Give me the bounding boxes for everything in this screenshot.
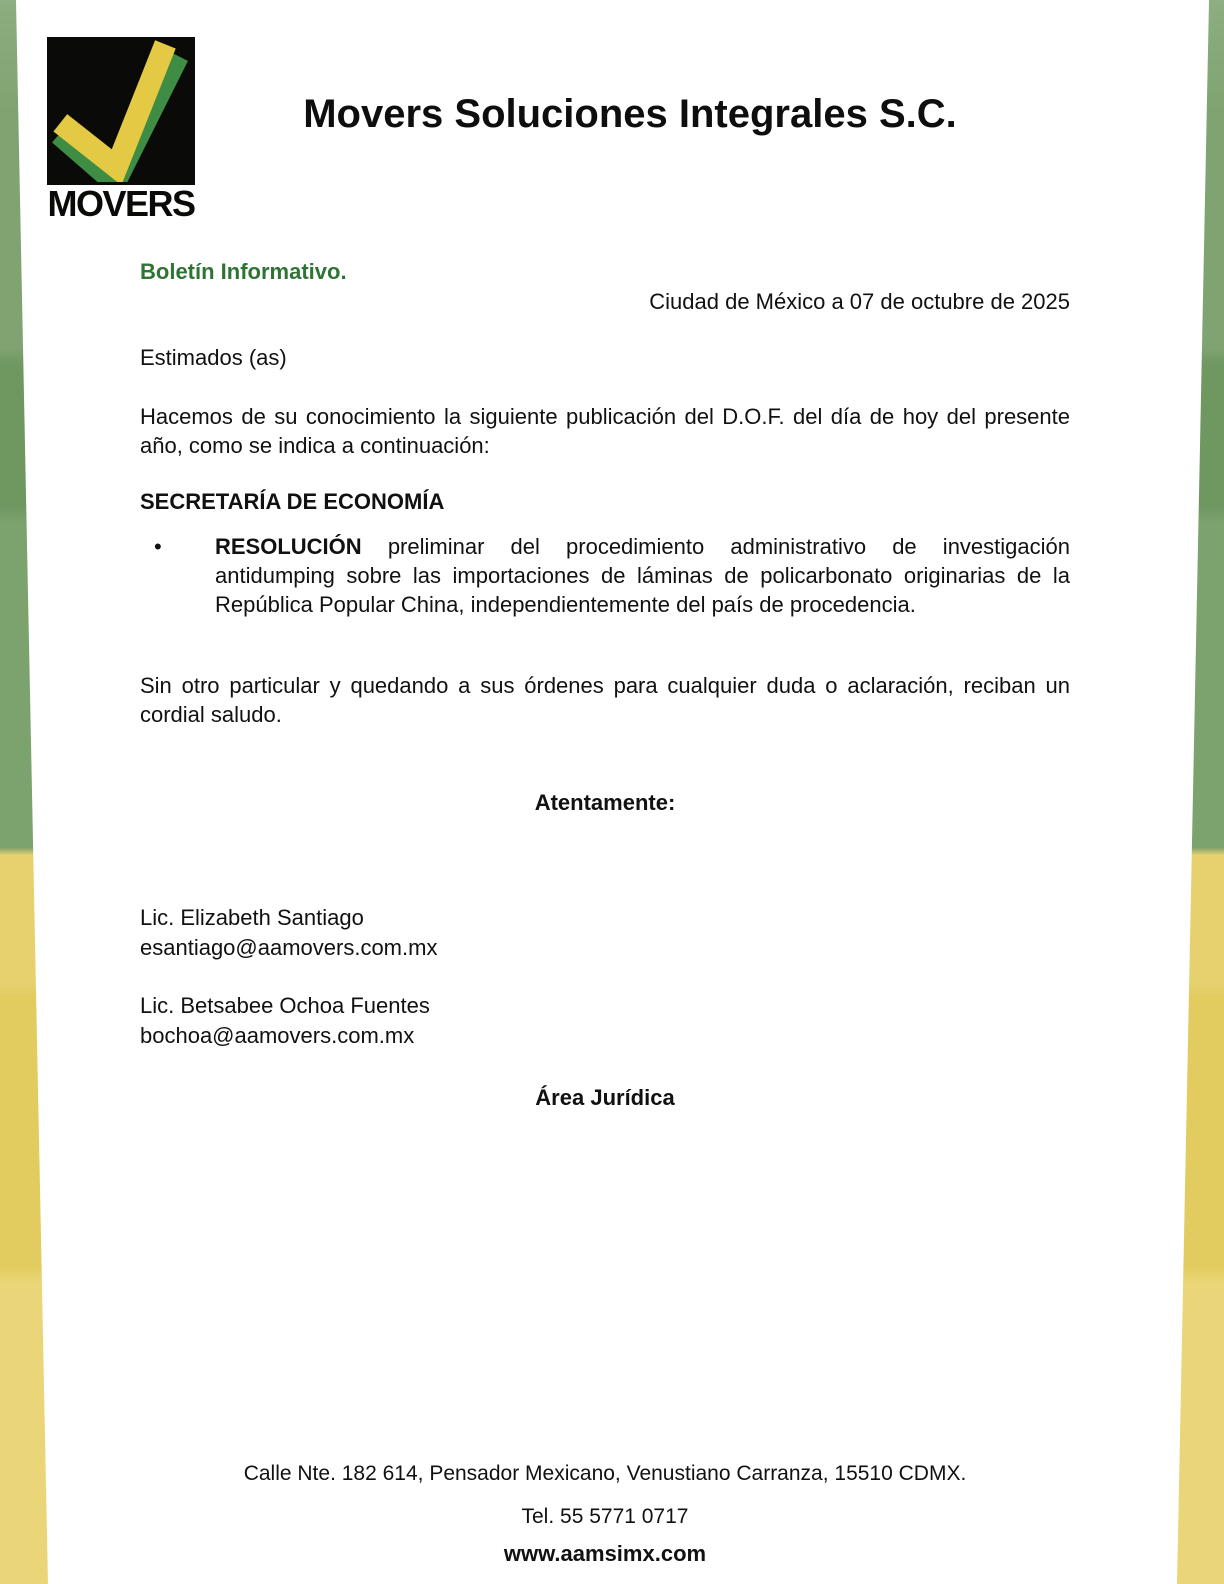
logo-checkmark-icon bbox=[47, 37, 195, 185]
bulletin-label: Boletín Informativo. bbox=[140, 259, 347, 284]
signatory-name: Lic. Elizabeth Santiago bbox=[140, 905, 364, 930]
footer-phone: Tel. 55 5771 0717 bbox=[521, 1505, 689, 1528]
date-line: Ciudad de México a 07 de octubre de 2025 bbox=[649, 289, 1070, 314]
signatory-email: esantiago@aamovers.com.mx bbox=[140, 935, 438, 960]
logo-wordmark: MOVERS bbox=[47, 183, 195, 224]
footer-website: www.aamsimx.com bbox=[503, 1541, 707, 1566]
signatory-block bbox=[140, 903, 1070, 963]
intro-paragraph: Hacemos de su conocimiento la siguiente publicación del D.O.F. del día de hoy del presente año, como se indica a continuación: bbox=[140, 404, 1070, 458]
section-heading: SECRETARÍA DE ECONOMÍA bbox=[140, 489, 445, 514]
bullet-marker-icon: • bbox=[154, 534, 162, 559]
signatory-email: bochoa@aamovers.com.mx bbox=[140, 1023, 415, 1048]
signatory-block bbox=[140, 991, 1070, 1051]
bullet-lead-text: RESOLUCIÓN bbox=[215, 534, 362, 559]
signatory-name: Lic. Betsabee Ochoa Fuentes bbox=[140, 993, 430, 1018]
footer-address: Calle Nte. 182 614, Pensador Mexicano, Venustiano Carranza, 15510 CDMX. bbox=[243, 1462, 967, 1485]
department-label: Área Jurídica bbox=[535, 1085, 675, 1110]
right-decorative-strip bbox=[1174, 0, 1224, 1584]
salutation: Estimados (as) bbox=[140, 345, 287, 370]
left-decorative-strip bbox=[0, 0, 50, 1584]
bullet-rest-text: preliminar del procedimiento administrativo de investigación antidumping sobre las importaciones de láminas de policarbonato originarias de la República Popular China, independientemente del país de procedencia. bbox=[215, 534, 1070, 617]
bullet-item bbox=[140, 532, 1070, 619]
company-logo bbox=[47, 37, 195, 225]
signoff: Atentamente: bbox=[534, 790, 676, 815]
company-title: Movers Soluciones Integrales S.C. bbox=[303, 92, 957, 136]
closing-paragraph: Sin otro particular y quedando a sus órdenes para cualquier duda o aclaración, reciban un cordial saludo. bbox=[140, 673, 1070, 727]
